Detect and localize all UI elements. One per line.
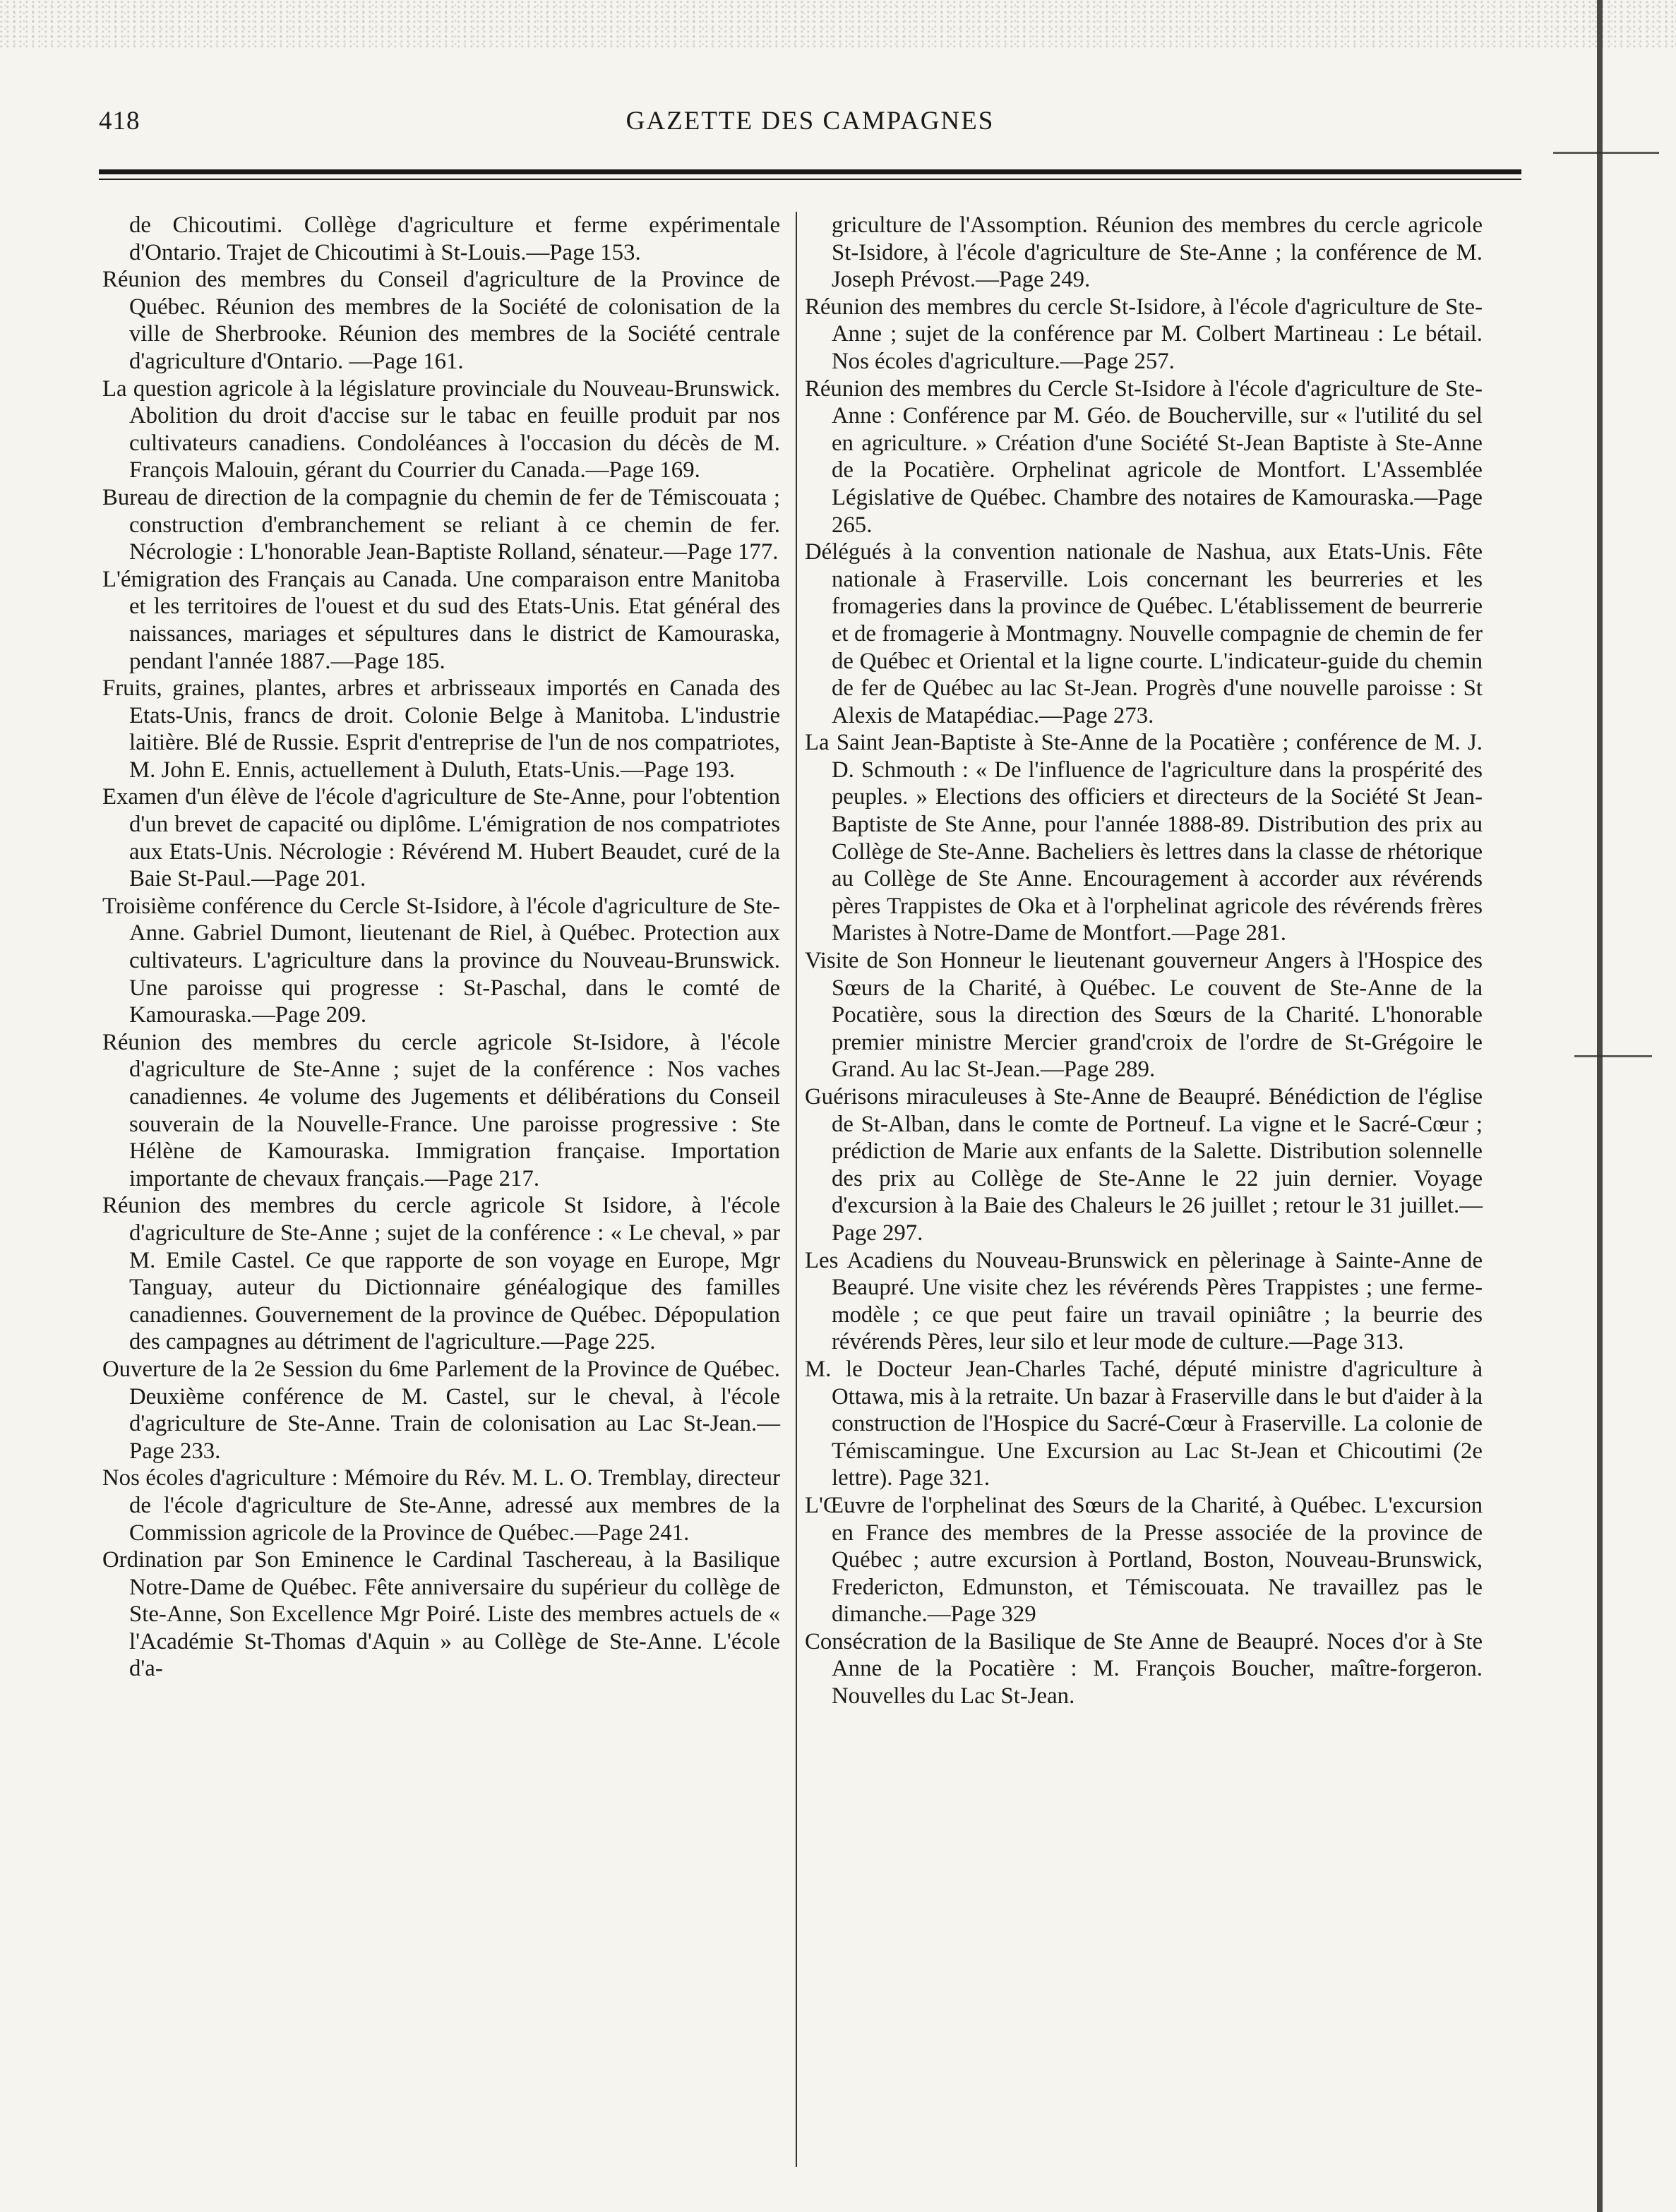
index-entry: Bureau de direction de la compagnie du chemin de fer de Témiscouata ; construction d'embranchement se reliant à ce chemin de fer. Nécrologie : L'honorable Jean-Baptiste Rolland, sénateur.—Page 177. xyxy=(102,484,780,565)
index-entry: Fruits, graines, plantes, arbres et arbrisseaux importés en Canada des Etats-Unis, francs de droit. Colonie Belge à Manitoba. L'industrie laitière. Blé de Russie. Esprit d'entreprise de l'un de nos compatriotes, M. John E. Ennis, actuellement à Duluth, Etats-Unis.—Page 193. xyxy=(102,675,780,783)
index-entry: Réunion des membres du Conseil d'agriculture de la Province de Québec. Réunion des membres de la Société de colonisation de la ville de Sherbrooke. Réunion des membres de la Société centrale d'agriculture d'Ontario. —Page 161. xyxy=(102,267,780,374)
index-entry: Les Acadiens du Nouveau-Brunswick en pèlerinage à Sainte-Anne de Beaupré. Une visite chez les révérends Pères Trappistes ; une ferme-modèle ; ce que peut faire un travail opiniâtre ; la beurrie des révérends Pères, leur silo et leur mode de culture.—Page 313. xyxy=(805,1247,1483,1355)
running-title: GAZETTE DES CAMPAGNES xyxy=(625,107,995,136)
binding-mark xyxy=(1553,152,1659,154)
scan-noise xyxy=(0,0,1676,49)
index-entry: L'Œuvre de l'orphelinat des Sœurs de la Charité, à Québec. L'excursion en France des membres de la Presse associée de la province de Québec ; autre excursion à Portland, Boston, Nouveau-Brunswick, Fredericton, Edmunston, et Témiscouata. Ne travaillez pas le dimanche.—Page 329 xyxy=(805,1492,1483,1628)
binding-mark xyxy=(1574,1055,1652,1057)
binding-edge xyxy=(1597,0,1603,2212)
index-entry: Consécration de la Basilique de Ste Anne de Beaupré. Noces d'or à Ste Anne de la Pocatière : M. François Boucher, maître-forgeron. Nouvelles du Lac St-Jean. xyxy=(805,1628,1483,1709)
index-entry: Réunion des membres du cercle agricole St-Isidore, à l'école d'agriculture de Ste-Anne ; sujet de la conférence : Nos vaches canadiennes. 4e volume des Jugements et délibérations du Conseil souverain de la Nouvelle-France. Une paroisse progressive : Ste Hélène de Kamouraska. Immigration française. Importation importante de chevaux français.—Page 217. xyxy=(102,1029,780,1191)
index-entry: Visite de Son Honneur le lieutenant gouverneur Angers à l'Hospice des Sœurs de la Charité, à Québec. Le couvent de Ste-Anne de la Pocatière, sous la direction des Sœurs de la Charité. L'honorable premier ministre Mercier grand'croix de l'ordre de St-Grégoire le Grand. Au lac St-Jean.—Page 289. xyxy=(805,948,1483,1083)
index-entry: de Chicoutimi. Collège d'agriculture et ferme expérimentale d'Ontario. Trajet de Chicoutimi à St-Louis.—Page 153. xyxy=(129,212,780,265)
header-rule xyxy=(99,169,1521,174)
index-entry: Nos écoles d'agriculture : Mémoire du Rév. M. L. O. Tremblay, directeur de l'école d'agriculture de Ste-Anne, adressé aux membres de la Commission agricole de la Province de Québec.—Page 241. xyxy=(102,1465,780,1546)
index-entry: La question agricole à la législature provinciale du Nouveau-Brunswick. Abolition du droit d'accise sur le tabac en feuille produit par nos cultivateurs canadiens. Condoléances à l'occasion du décès de M. François Malouin, gérant du Courrier du Canada.—Page 169. xyxy=(102,375,780,483)
index-entry: La Saint Jean-Baptiste à Ste-Anne de la Pocatière ; conférence de M. J. D. Schmouth : « De l'influence de l'agriculture dans la prospérité des peuples. » Elections des officiers et directeurs de la Société St Jean-Baptiste de Ste Anne, pour l'année 1888-89. Distribution des prix au Collège de Ste-Anne. Bacheliers ès lettres dans la classe de rhétorique au Collège de Ste Anne. Encouragement à accorder aux révérends pères Trappistes de Oka et à l'orphelinat agricole des révérends frères Maristes à Notre-Dame de Montfort.—Page 281. xyxy=(805,730,1483,946)
header-rule-thin xyxy=(99,179,1521,180)
index-entry: Examen d'un élève de l'école d'agriculture de Ste-Anne, pour l'obtention d'un brevet de capacité ou diplôme. L'émigration de nos compatriotes aux Etats-Unis. Nécrologie : Révérend M. Hubert Beaudet, curé de la Baie St-Paul.—Page 201. xyxy=(102,784,780,892)
index-entry: Réunion des membres du cercle agricole St Isidore, à l'école d'agriculture de Ste-Anne ; sujet de la conférence : « Le cheval, » par M. Emile Castel. Ce que rapporte de son voyage en Europe, Mgr Tanguay, auteur du Dictionnaire généalogique des familles canadiennes. Gouvernement de la province de Québec. Dépopulation des campagnes au détriment de l'agriculture.—Page 225. xyxy=(102,1193,780,1355)
index-entry: Troisième conférence du Cercle St-Isidore, à l'école d'agriculture de Ste-Anne. Gabriel Dumont, lieutenant de Riel, à Québec. Protection aux cultivateurs. L'agriculture dans la province du Nouveau-Brunswick. Une paroisse qui progresse : St-Paschal, dans le comté de Kamouraska.—Page 209. xyxy=(102,893,780,1028)
index-entry: Ordination par Son Eminence le Cardinal Taschereau, à la Basilique Notre-Dame de Québec. Fête anniversaire du supérieur du collège de Ste-Anne, Son Excellence Mgr Poiré. Liste des membres actuels de « l'Académie St-Thomas d'Aquin » au Collège de Ste-Anne. L'école d'a- xyxy=(102,1547,780,1682)
right-column xyxy=(805,212,1483,1710)
index-entry: griculture de l'Assomption. Réunion des membres du cercle agricole St-Isidore, à l'école d'agriculture de Ste-Anne ; la conférence de M. Joseph Prévost.—Page 249. xyxy=(832,212,1483,293)
index-entry: Guérisons miraculeuses à Ste-Anne de Beaupré. Bénédiction de l'église de St-Alban, dans le comte de Portneuf. La vigne et le Sacré-Cœur ; prédiction de Marie aux enfants de la Salette. Distribution solennelle des prix au Collège de Ste-Anne le 22 juin dernier. Voyage d'excursion à la Baie des Chaleurs le 26 juillet ; retour le 31 juillet.—Page 297. xyxy=(805,1084,1483,1246)
index-entry: M. le Docteur Jean-Charles Taché, député ministre d'agriculture à Ottawa, mis à la retraite. Un bazar à Fraserville dans le but d'aider à la construction de l'Hospice du Sacré-Cœur à Fraserville. La colonie de Témiscamingue. Une Excursion au Lac St-Jean et Chicoutimi (2e lettre). Page 321. xyxy=(805,1356,1483,1491)
index-entry: Réunion des membres du Cercle St-Isidore à l'école d'agriculture de Ste-Anne : Conférence par M. Géo. de Boucherville, sur « l'utilité du sel en agriculture. » Création d'une Société St-Jean Baptiste à Ste-Anne de la Pocatière. Orphelinat agricole de Montfort. L'Assemblée Législative de Québec. Chambre des notaires de Kamouraska.—Page 265. xyxy=(805,375,1483,538)
left-column xyxy=(102,212,780,1683)
index-entry: L'émigration des Français au Canada. Une comparaison entre Manitoba et les territoires de l'ouest et du sud des Etats-Unis. Etat général des naissances, mariages et sépultures dans le district de Kamouraska, pendant l'année 1887.—Page 185. xyxy=(102,566,780,674)
index-entry: Délégués à la convention nationale de Nashua, aux Etats-Unis. Fête nationale à Fraserville. Lois concernant les beurreries et les fromageries dans la province de Québec. L'établissement de beurrerie et de fromagerie à Montmagny. Nouvelle compagnie de chemin de fer de Québec et Oriental et la ligne courte. L'indicateur-guide du chemin de fer de Québec au lac St-Jean. Progrès d'une nouvelle paroisse : St Alexis de Matapédiac.—Page 273. xyxy=(805,539,1483,728)
column-divider xyxy=(796,212,797,2167)
index-entry: Ouverture de la 2e Session du 6me Parlement de la Province de Québec. Deuxième conférence de M. Castel, sur le cheval, à l'école d'agriculture de Ste-Anne. Train de colonisation au Lac St-Jean.—Page 233. xyxy=(102,1356,780,1464)
page-number: 418 xyxy=(99,107,140,136)
page-header xyxy=(99,106,1521,148)
index-entry: Réunion des membres du cercle St-Isidore, à l'école d'agriculture de Ste-Anne ; sujet de la conférence par M. Colbert Martineau : Le bétail. Nos écoles d'agriculture.—Page 257. xyxy=(805,294,1483,374)
